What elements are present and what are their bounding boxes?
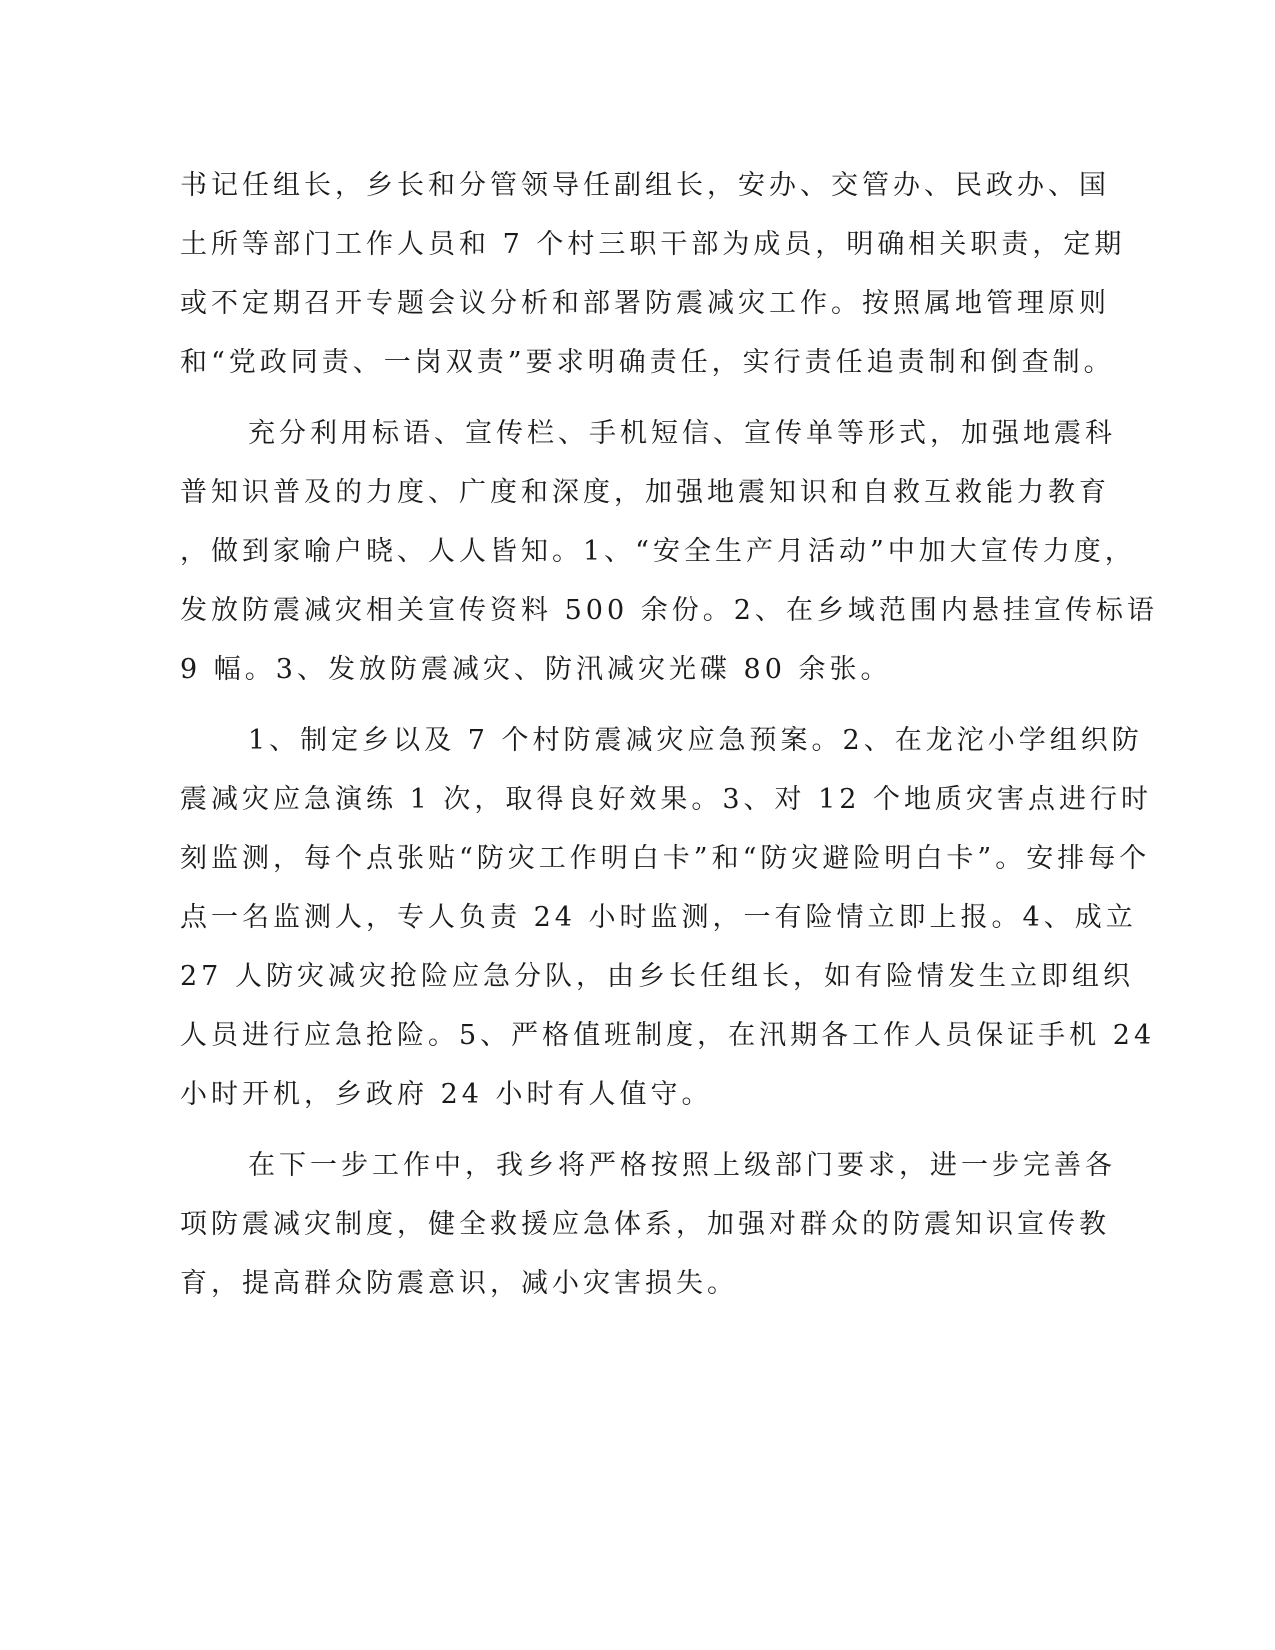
text-line: 点一名监测人，专人负责 24 小时监测，一有险情立即上报。4、成立 — [180, 902, 1137, 933]
text-line: 普知识普及的力度、广度和深度，加强地震知识和自救互救能力教育 — [180, 477, 1110, 508]
text-line: 小时开机，乡政府 24 小时有人值守。 — [180, 1079, 713, 1110]
text-line: 项防震减灾制度，健全救援应急体系，加强对群众的防震知识宣传教 — [180, 1209, 1110, 1240]
document-body — [180, 156, 1158, 1313]
text-line: 发放防震减灾相关宣传资料 500 余份。2、在乡域范围内悬挂宣传标语 — [180, 595, 1158, 626]
text-line: 在下一步工作中，我乡将严格按照上级部门要求，进一步完善各 — [248, 1150, 1116, 1181]
paragraph-emergency — [180, 711, 1156, 1124]
text-line: 1、制定乡以及 7 个村防震减灾应急预案。2、在龙沱小学组织防 — [248, 725, 1143, 756]
text-line: 人员进行应急抢险。5、严格值班制度，在汛期各工作人员保证手机 24 — [180, 1020, 1156, 1051]
text-line: 或不定期召开专题会议分析和部署防震减灾工作。按照属地管理原则 — [180, 288, 1110, 319]
paragraph-spacer — [180, 1124, 1040, 1136]
text-line: 刻监测，每个点张贴“防灾工作明白卡”和“防灾避险明白卡”。安排每个 — [180, 843, 1151, 874]
paragraph-spacer — [180, 392, 1040, 404]
text-line: 和“党政同责、一岗双责”要求明确责任，实行责任追责制和倒查制。 — [180, 347, 1115, 378]
text-line: 9 幅。3、发放防震减灾、防汛减灾光碟 80 余张。 — [180, 654, 892, 685]
paragraph-leadership — [180, 156, 1126, 392]
text-line: 土所等部门工作人员和 7 个村三职干部为成员，明确相关职责，定期 — [180, 229, 1126, 260]
text-line: 27 人防灾减灾抢险应急分队，由乡长任组长，如有险情发生立即组织 — [180, 961, 1134, 992]
paragraph-spacer — [180, 699, 1040, 711]
paragraph-publicity — [180, 404, 1158, 699]
text-line: ，做到家喻户晓、人人皆知。1、“安全生产月活动”中加大宣传力度， — [180, 536, 1136, 567]
text-line: 充分利用标语、宣传栏、手机短信、宣传单等形式，加强地震科 — [248, 418, 1116, 449]
text-line: 育，提高群众防震意识，减小灾害损失。 — [180, 1268, 738, 1299]
text-line: 震减灾应急演练 1 次，取得良好效果。3、对 12 个地质灾害点进行时 — [180, 784, 1153, 815]
paragraph-next-steps — [180, 1136, 1116, 1313]
text-line: 书记任组长，乡长和分管领导任副组长，安办、交管办、民政办、国 — [180, 170, 1110, 201]
